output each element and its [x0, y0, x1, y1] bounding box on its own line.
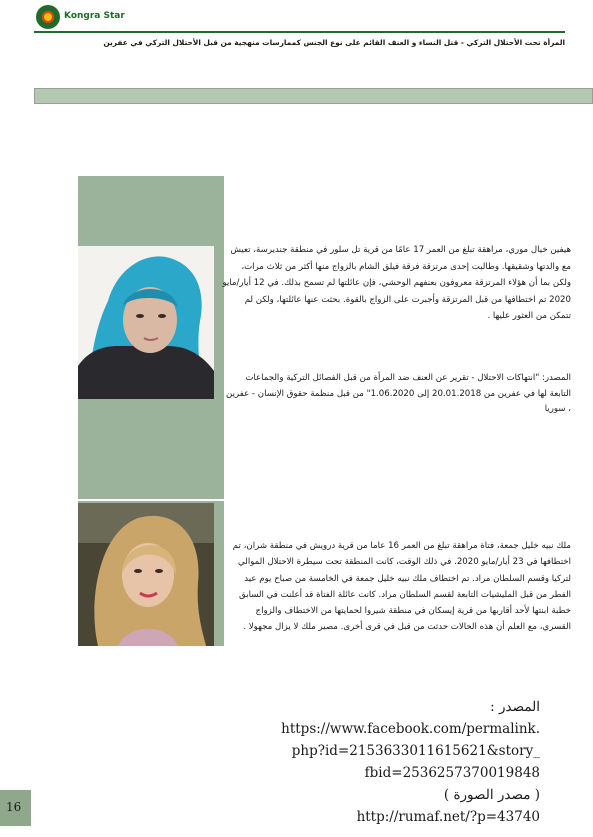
- section-band: [34, 88, 593, 104]
- page-number: 16: [6, 800, 22, 814]
- case-2-paragraph: ملك نبيه خليل جمعة، فتاة مراهقة تبلغ من العمر 16 عاما من قرية درويش في منطقة شران، تم اختطافها في 23 أيار/مايو 2020. في ذلك الوقت، كانت المنطقة تحت سيطرة الاحتلال الموالي لتركيا وقسم السلطان مراد. تم اختطاف ملك نبيه خليل جمعة في الخامسة من صباح يوم عيد الفطر من قبل المليشيات التابعة لقسم السلطان مراد. كانت عائلة الفتاة قد أعلنت في السابق خطبة ابنتها لأحد أقاربها من قرية إيسكان في منطقة شيروا لحمايتها من الاختطاف والزواج القسري، مع العلم أن هذه الحالات حدثت من قبل في قرى أخرى. مصير ملك لا يزال مجهولا .: [232, 541, 571, 633]
- photo-case-1: [78, 246, 214, 399]
- portrait-blonde-image: [78, 503, 214, 646]
- photo-case-2: [78, 503, 214, 646]
- star-emblem-icon: [42, 11, 54, 23]
- brand-name: Kongra Star: [64, 11, 125, 21]
- source-link-rumaf[interactable]: http://rumaf.net/?p=43740: [356, 809, 540, 825]
- header-rule: [34, 31, 565, 33]
- image-source-label: ( مصدر الصورة ): [443, 787, 540, 803]
- sources-block: [250, 696, 540, 828]
- running-header-title: المرأة تحت الأحتلال التركي - قتل النساء و العنف القائم على نوع الجنس كممارسات منهجية من قبل الأحتلال التركي في عفرين: [103, 38, 565, 47]
- portrait-hijab-image: [78, 246, 214, 399]
- source-link-facebook-2[interactable]: php?id=2153633011615621&story_: [291, 743, 540, 759]
- case-1-source: المصدر: "انتهاكات الاحتلال - تقرير عن العنف ضد المرأة من قبل الفصائل التركية والجماعات التابعة لها في عفرين من 20.01.2018 إلى 1.06.2020" من قبل منظمة حقوق الإنسان - عفرين ، سوريا: [226, 373, 571, 414]
- case-1-paragraph: هيفين خيال موري، مراهقة تبلغ من العمر 17 عامًا من قرية تل سلور في منطقة جنديرسة، تعيش مع والدتها وشقيقها. وطالبت إحدى مرتزقة فرقة فيلق الشام بالزواج منها أكثر من ثلاث مرات، ولكن بما أن هؤلاء المرتزقة معروفون بعنفهم الوحشي، فإن عائلتها لم تسمح بذلك. في 12 أيار/مايو 2020 تم اختطافها من قبل المرتزقة وأجبرت على الزواج بالقوة. بحثت عنها عائلتها، ولكن لم تتمكن من العثور عليها .: [222, 245, 571, 321]
- kongra-star-logo: [36, 5, 60, 29]
- source-link-facebook-3[interactable]: fbid=2536257370019848: [364, 765, 540, 781]
- source-link-facebook-1[interactable]: : المصدر https://www.facebook.com/permalink.: [281, 699, 540, 737]
